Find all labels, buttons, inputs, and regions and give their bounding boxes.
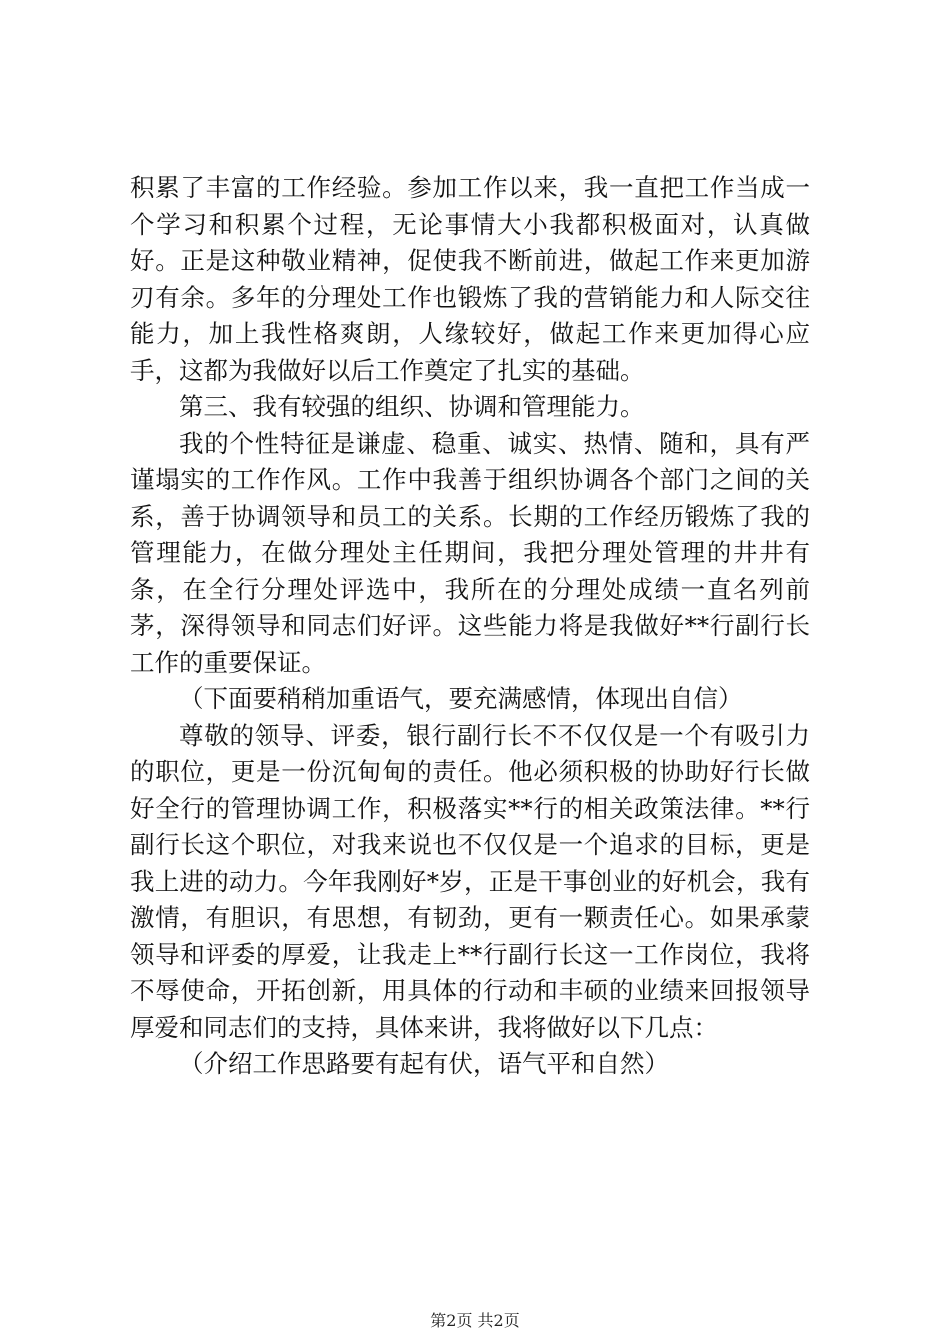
paragraph-stage-note-2: （介绍工作思路要有起有伏，语气平和自然） (179, 1049, 669, 1078)
paragraph-continuation: 积累了丰富的工作经验。参加工作以来，我一直把工作当成一个学习和积累个过程，无论事情大小我都积极面对，认真做好。正是这种敬业精神，促使我不断前进，做起工作来更加游刃有余。多年的分理处工作也锻炼了我的营销能力和人际交往能力，加上我性格爽朗，人缘较好，做起工作来更加得心应手，这都为我做好以后工作奠定了扎实的基础。 (130, 173, 810, 385)
paragraph-personality: 我的个性特征是谦虚、稳重、诚实、热情、随和，具有严谨塌实的工作作风。工作中我善于组织协调各个部门之间的关系，善于协调领导和员工的关系。长期的工作经历锻炼了我的管理能力，在做分理处主任期间，我把分理处管理的井井有条，在全行分理处评选中，我所在的分理处成绩一直名列前茅，深得领导和同志们好评。这些能力将是我做好**行副行长工作的重要保证。 (130, 428, 810, 677)
page-number-footer: 第2页 共2页 (430, 1311, 520, 1330)
paragraph-heading-third: 第三、我有较强的组织、协调和管理能力。 (179, 392, 645, 421)
paragraph-position: 尊敬的领导、评委，银行副行长不不仅仅是一个有吸引力的职位，更是一份沉甸甸的责任。他必须积极的协助好行长做好全行的管理协调工作，积极落实**行的相关政策法律。**行副行长这个职位，对我来说也不仅仅是一个追求的目标，更是我上进的动力。今年我刚好*岁，正是干事创业的好机会，我有激情，有胆识，有思想，有韧劲，更有一颗责任心。如果承蒙领导和评委的厚爱，让我走上**行副行长这一工作岗位，我将不辱使命，开拓创新，用具体的行动和丰硕的业绩来回报领导厚爱和同志们的支持，具体来讲，我将做好以下几点： (130, 720, 810, 1042)
paragraph-stage-note-1: （下面要稍稍加重语气，要充满感情，体现出自信） (179, 684, 743, 713)
document-body (130, 170, 810, 1083)
